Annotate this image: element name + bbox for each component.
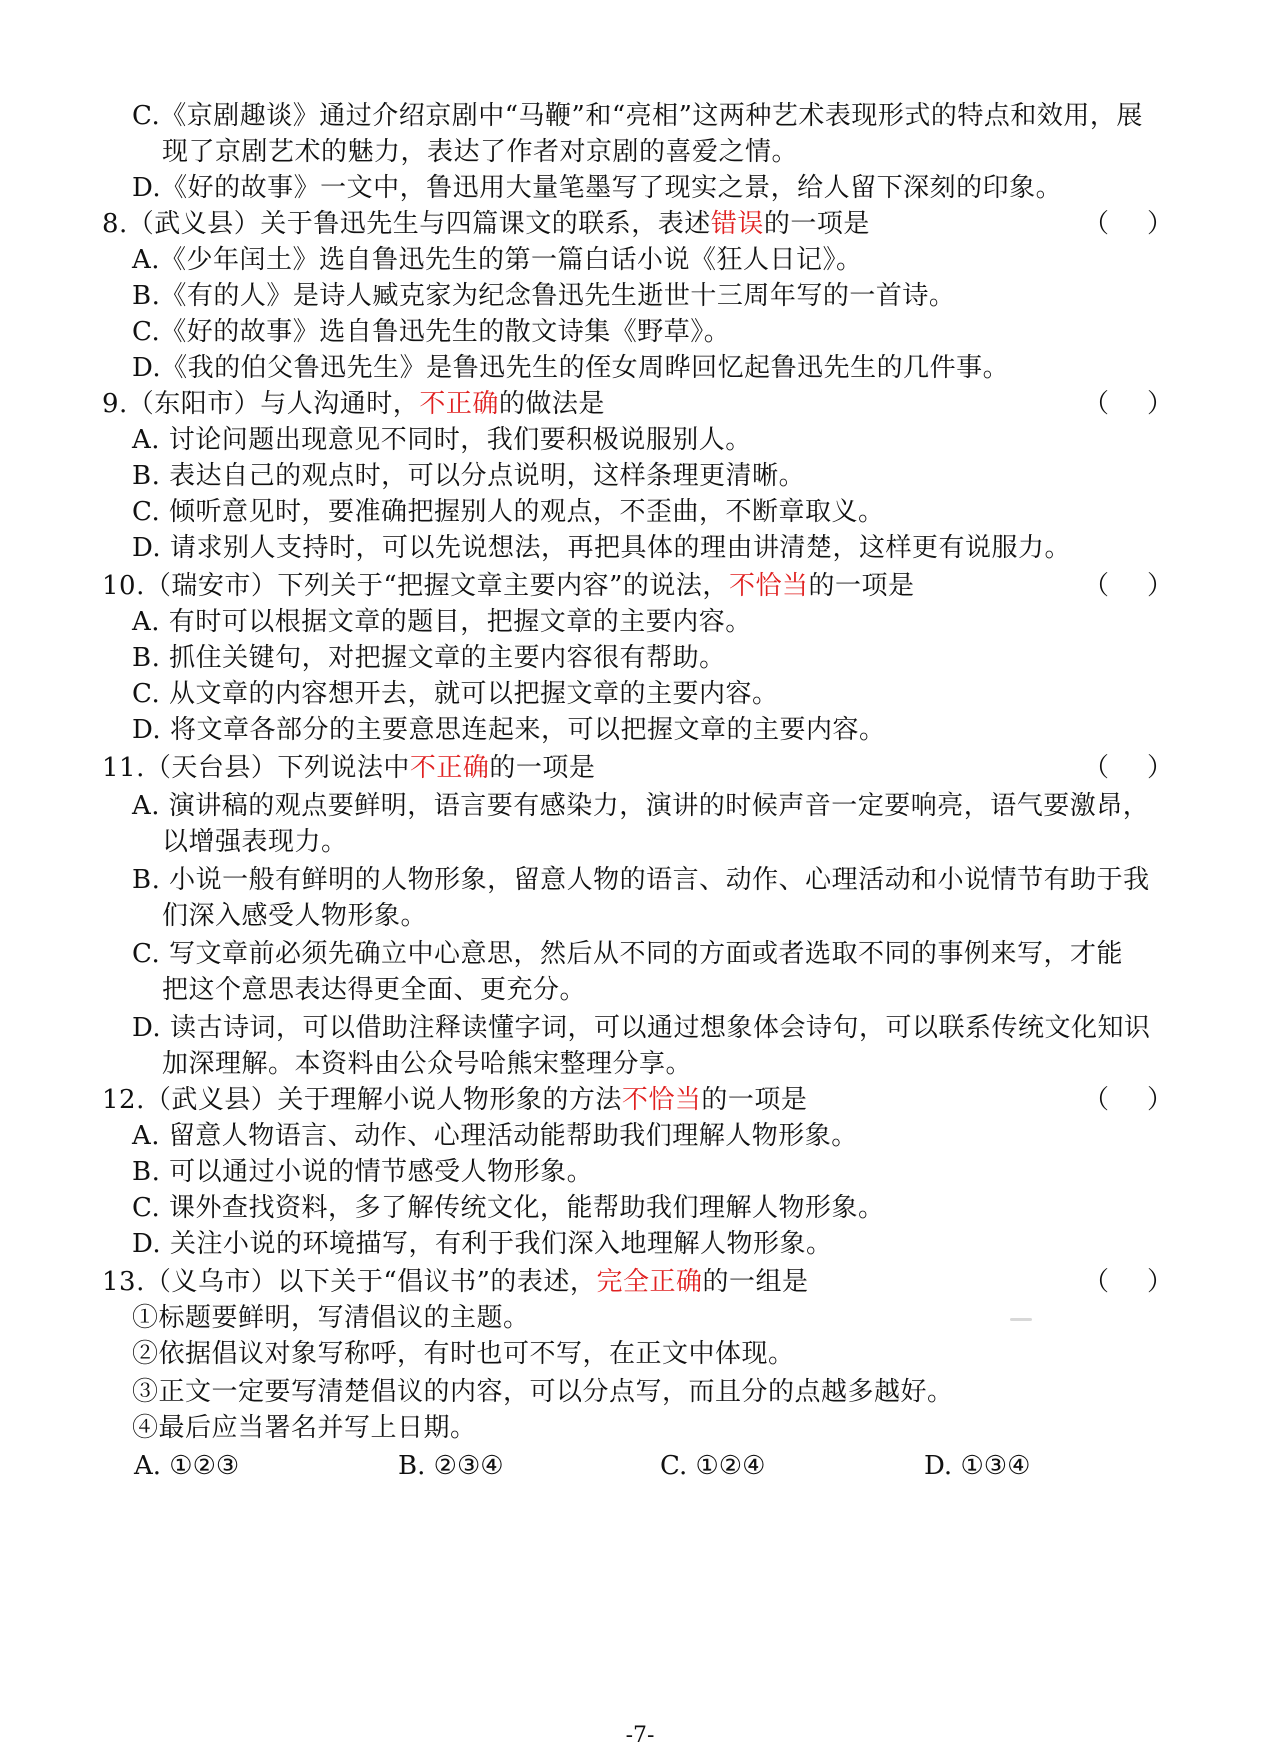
q12-option-a: A. 留意人物语言、动作、心理活动能帮助我们理解人物形象。 [132,1121,858,1151]
q10-stem-prefix: 10.（瑞安市）下列关于“把握文章主要内容”的说法， [102,571,729,601]
q8-stem-suffix: 的一项是 [763,209,870,239]
q9-option-d: D. 请求别人支持时，可以先说想法，再把具体的理由讲清楚，这样更有说服力。 [132,533,1071,563]
q13-choice-c[interactable]: C. ①②④ [660,1451,766,1481]
q11-option-d-line2: 加深理解。本资料由公众号哈熊宋整理分享。 [162,1049,693,1079]
page-number: -7- [625,1723,655,1748]
q11-stem-prefix: 11.（天台县）下列说法中 [102,753,410,783]
q13-stem-suffix: 的一组是 [702,1267,809,1297]
q12-paren-close: ） [1147,1085,1174,1115]
q12-option-d: D. 关注小说的环境描写，有利于我们深入地理解人物形象。 [132,1229,833,1259]
q13-choice-d[interactable]: D. ①③④ [924,1451,1031,1481]
q12-option-b: B. 可以通过小说的情节感受人物形象。 [132,1157,594,1187]
q10-option-a: A. 有时可以根据文章的题目，把握文章的主要内容。 [132,607,752,637]
q8-option-a: A.《少年闰土》选自鲁迅先生的第一篇白话小说《狂人日记》。 [132,245,863,275]
q9-stem-suffix: 的做法是 [498,389,605,419]
q8-option-d: D.《我的伯父鲁迅先生》是鲁迅先生的侄女周晔回忆起鲁迅先生的几件事。 [132,353,1010,383]
q10-option-c: C. 从文章的内容想开去，就可以把握文章的主要内容。 [132,679,779,709]
q11-stem [102,752,595,784]
q9-stem-emphasis: 不正确 [419,389,499,419]
q13-stem [102,1266,808,1298]
q12-stem-emphasis: 不恰当 [621,1085,702,1115]
q10-stem-emphasis: 不恰当 [728,571,809,601]
q12-stem [102,1084,807,1116]
q11-option-a-line2: 以增强表现力。 [162,827,348,857]
q9-paren-open: （ [1083,389,1110,419]
q10-option-d: D. 将文章各部分的主要意思连起来，可以把握文章的主要内容。 [132,715,886,745]
q9-stem-prefix: 9.（东阳市）与人沟通时， [102,389,420,419]
q8-option-c: C.《好的故事》选自鲁迅先生的散文诗集《野草》。 [132,317,731,347]
q12-option-c: C. 课外查找资料，多了解传统文化，能帮助我们理解人物形象。 [132,1193,885,1223]
q11-option-d-line1: D. 读古诗词，可以借助注释读懂字词，可以通过想象体会诗句，可以联系传统文化知识 [132,1013,1151,1043]
q11-stem-suffix: 的一项是 [489,753,596,783]
q13-paren-close: ） [1147,1267,1174,1297]
q11-paren-open: （ [1083,753,1110,783]
q13-choice-a[interactable]: A. ①②③ [134,1451,240,1481]
q9-option-b: B. 表达自己的观点时，可以分点说明，这样条理更清晰。 [132,461,806,491]
q13-item-1: ①标题要鲜明，写清倡议的主题。 [132,1303,530,1333]
q13-stem-emphasis: 完全正确 [596,1267,703,1297]
q13-item-4: ④最后应当署名并写上日期。 [132,1413,477,1443]
q9-stem [102,388,605,420]
q11-option-b-line1: B. 小说一般有鲜明的人物形象，留意人物的语言、动作、心理活动和小说情节有助于我 [132,865,1150,895]
q12-paren-open: （ [1083,1085,1110,1115]
scan-speck [1010,1318,1032,1321]
q11-option-b-line2: 们深入感受人物形象。 [162,901,428,931]
q11-paren-close: ） [1147,753,1174,783]
q11-option-a-line1: A. 演讲稿的观点要鲜明，语言要有感染力，演讲的时候声音一定要响亮，语气要激昂， [132,791,1150,821]
q10-stem-suffix: 的一项是 [808,571,915,601]
q11-option-c-line2: 把这个意思表达得更全面、更充分。 [162,975,587,1005]
q9-option-a: A. 讨论问题出现意见不同时，我们要积极说服别人。 [132,425,752,455]
q9-option-c: C. 倾听意见时，要准确把握别人的观点，不歪曲，不断章取义。 [132,497,885,527]
q8-stem-prefix: 8.（武义县）关于鲁迅先生与四篇课文的联系，表述 [102,209,711,239]
q7-option-c-line1: C.《京剧趣谈》通过介绍京剧中“马鞭”和“亮相”这两种艺术表现形式的特点和效用，展 [132,101,1143,131]
q7-option-c-line2: 现了京剧艺术的魅力，表达了作者对京剧的喜爱之情。 [162,137,799,167]
q8-paren-close: ） [1147,209,1174,239]
q13-paren-open: （ [1083,1267,1110,1297]
q10-option-b: B. 抓住关键句，对把握文章的主要内容很有帮助。 [132,643,726,673]
q9-paren-close: ） [1147,389,1174,419]
q7-option-d: D.《好的故事》一文中，鲁迅用大量笔墨写了现实之景，给人留下深刻的印象。 [132,173,1063,203]
q8-paren-open: （ [1083,209,1110,239]
q8-stem [102,208,870,240]
q13-stem-prefix: 13.（义乌市）以下关于“倡议书”的表述， [102,1267,597,1297]
q11-stem-emphasis: 不正确 [409,753,490,783]
q12-stem-prefix: 12.（武义县）关于理解小说人物形象的方法 [102,1085,622,1115]
q10-stem [102,570,914,602]
q8-stem-emphasis: 错误 [710,209,764,239]
q11-option-c-line1: C. 写文章前必须先确立中心意思，然后从不同的方面或者选取不同的事例来写，才能 [132,939,1123,969]
q13-item-3: ③正文一定要写清楚倡议的内容，可以分点写，而且分的点越多越好。 [132,1377,954,1407]
q10-paren-open: （ [1083,571,1110,601]
q13-choice-b[interactable]: B. ②③④ [398,1451,504,1481]
q13-item-2: ②依据倡议对象写称呼，有时也可不写，在正文中体现。 [132,1339,795,1369]
q8-option-b: B.《有的人》是诗人臧克家为纪念鲁迅先生逝世十三周年写的一首诗。 [132,281,956,311]
q10-paren-close: ） [1147,571,1174,601]
q12-stem-suffix: 的一项是 [701,1085,808,1115]
